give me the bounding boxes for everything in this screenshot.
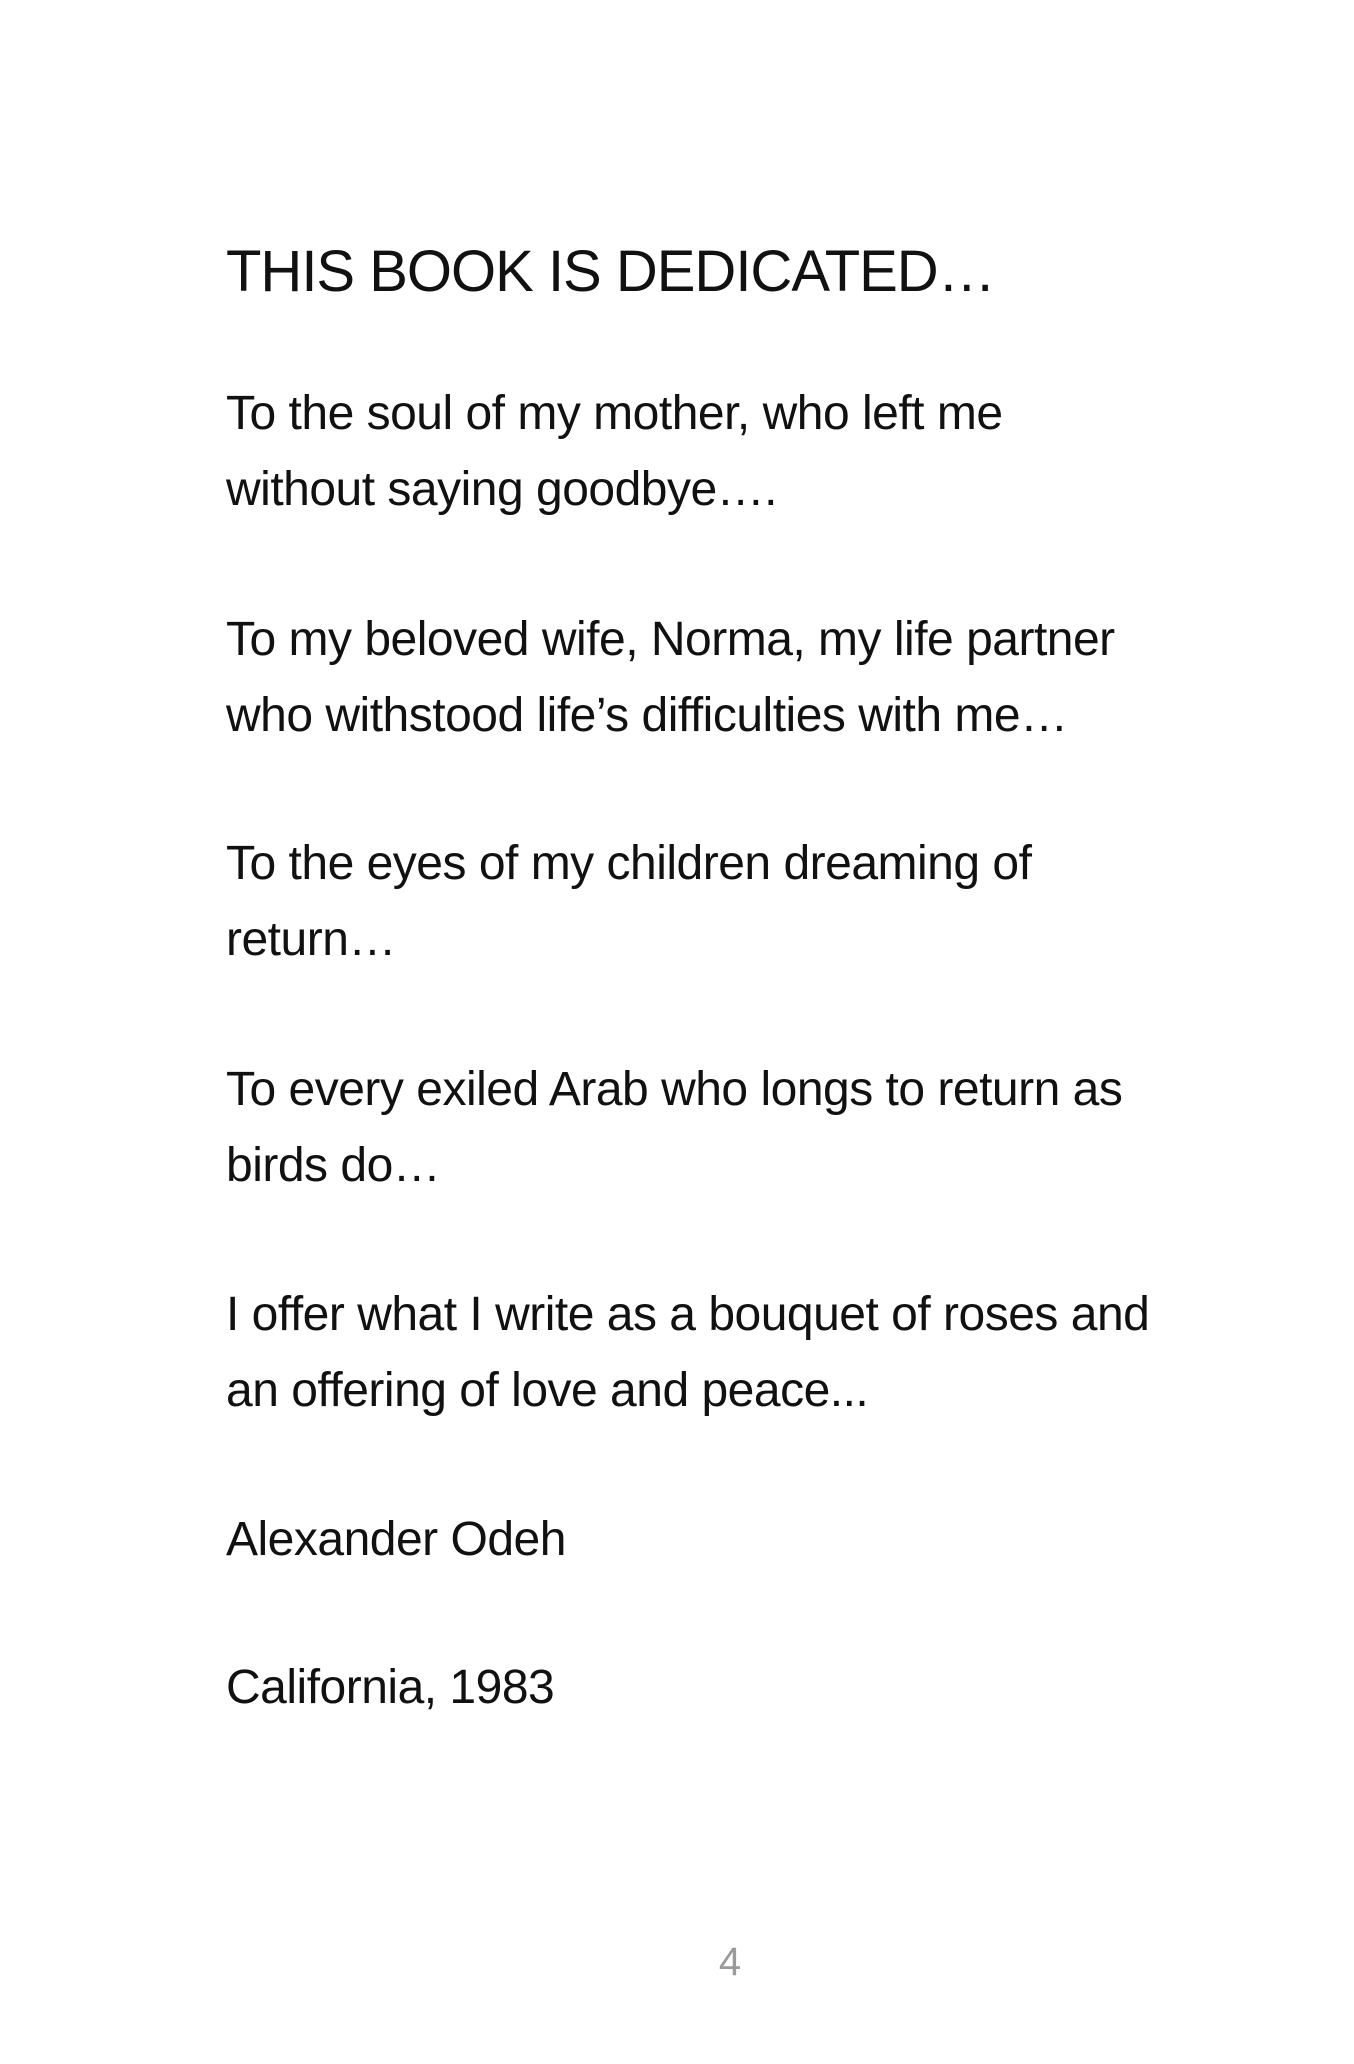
dedication-paragraph-children bbox=[226, 826, 1246, 978]
place-and-date bbox=[226, 1650, 1246, 1726]
paragraph-line: without saying goodbye…. bbox=[226, 463, 778, 516]
paragraph-line: To the eyes of my children dreaming of bbox=[226, 837, 1032, 890]
paragraph-line: return… bbox=[226, 913, 396, 966]
dedication-paragraph-exiles bbox=[226, 1052, 1246, 1204]
page-number: 4 bbox=[718, 1940, 742, 1984]
dedication-paragraph-offering bbox=[226, 1277, 1246, 1429]
dedication-paragraph-mother bbox=[226, 376, 1246, 528]
dedication-heading: THIS BOOK IS DEDICATED… bbox=[226, 239, 995, 304]
paragraph-line: I offer what I write as a bouquet of roses and bbox=[226, 1288, 1150, 1341]
author-name-text: Alexander Odeh bbox=[226, 1513, 566, 1566]
paragraph-line: who withstood life’s difficulties with me… bbox=[226, 689, 1068, 742]
author-name bbox=[226, 1502, 1246, 1578]
paragraph-line: an offering of love and peace... bbox=[226, 1364, 869, 1417]
paragraph-line: To the soul of my mother, who left me bbox=[226, 387, 1003, 440]
paragraph-line: birds do… bbox=[226, 1139, 441, 1192]
place-and-date-text: California, 1983 bbox=[226, 1661, 555, 1714]
paragraph-line: To every exiled Arab who longs to return as bbox=[226, 1063, 1123, 1116]
paragraph-line: To my beloved wife, Norma, my life partner bbox=[226, 613, 1115, 666]
dedication-paragraph-wife bbox=[226, 602, 1246, 754]
